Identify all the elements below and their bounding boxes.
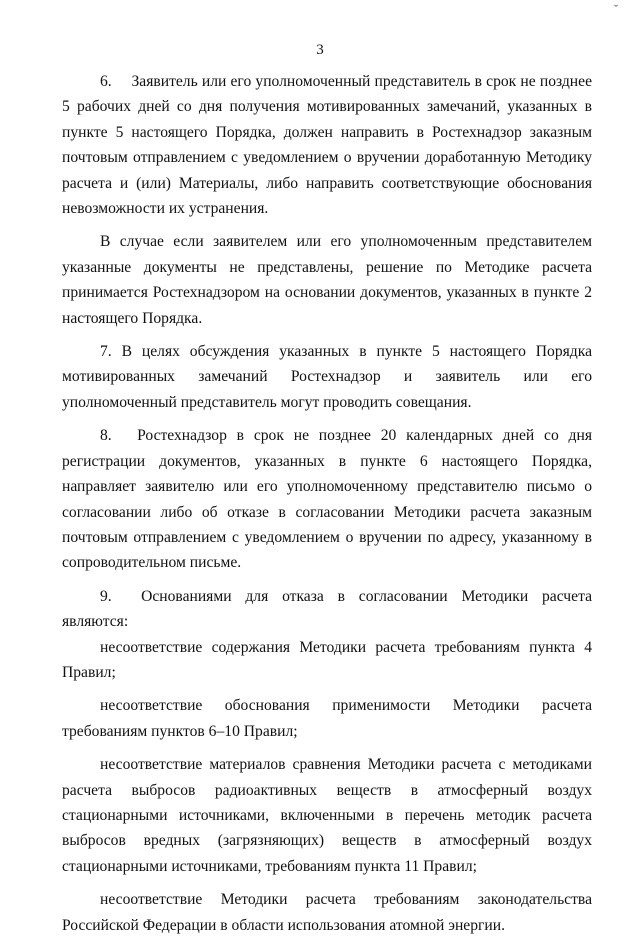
paragraph-6: 6. Заявитель или его уполномоченный представитель в срок не позднее 5 рабочих дней со дня получения мотивированных замечаний, указанных в пункте 5 настоящего Порядка, должен направить в Ростехнадзор заказным почтовым отправлением с уведомлением о вручении доработанную Методику расчета и (или) Материалы, либо направить соответствующие обоснования невозможности их устранения. bbox=[62, 73, 592, 218]
refusal-ground-1: несоответствие содержания Методики расчета требованиям пункта 4 Правил; bbox=[62, 638, 592, 681]
paragraph-8: 8. Ростехнадзор в срок не позднее 20 календарных дней со дня регистрации документов, указанных в пункте 6 настоящего Порядка, направляет заявителю или его уполномоченному представителю письмо о согласовании либо об отказе в согласовании Методики расчета заказным почтовым отправлением с уведомлением о вручении по адресу, указанному в сопроводительном письме. bbox=[62, 427, 592, 572]
paragraph-6-note: В случае если заявителем или его уполномоченным представителем указанные документы не представлены, решение по Методике расчета принимается Ростехнадзором на основании документов, указанных в пункте 2 настоящего Порядка. bbox=[62, 233, 592, 327]
page-number: 3 bbox=[316, 42, 324, 58]
refusal-ground-3: несоответствие материалов сравнения Методики расчета с методиками расчета выбросов радиоактивных веществ в атмосферный воздух стационарными источниками, включенными в перечень методик расчета выбросов вредных (загрязняющих) веществ в атмосферный воздух стационарными источниками, требованиям пункта 11 Правил; bbox=[62, 756, 592, 875]
refusal-ground-2: несоответствие обоснования применимости Методики расчета требованиям пунктов 6–10 Правил; bbox=[62, 697, 592, 740]
document-body bbox=[62, 69, 592, 938]
paragraph-7: 7. В целях обсуждения указанных в пункте 5 настоящего Порядка мотивированных замечаний Ростехнадзор и заявитель или его уполномоченный представитель могут проводить совещания. bbox=[62, 343, 592, 411]
refusal-ground-4: несоответствие Методики расчета требованиям законодательства Российской Федерации в области использования атомной энергии. bbox=[62, 891, 592, 934]
corner-mark: ˇ bbox=[614, 2, 618, 16]
paragraph-9: 9. Основаниями для отказа в согласовании Методики расчета являются: bbox=[62, 587, 592, 631]
